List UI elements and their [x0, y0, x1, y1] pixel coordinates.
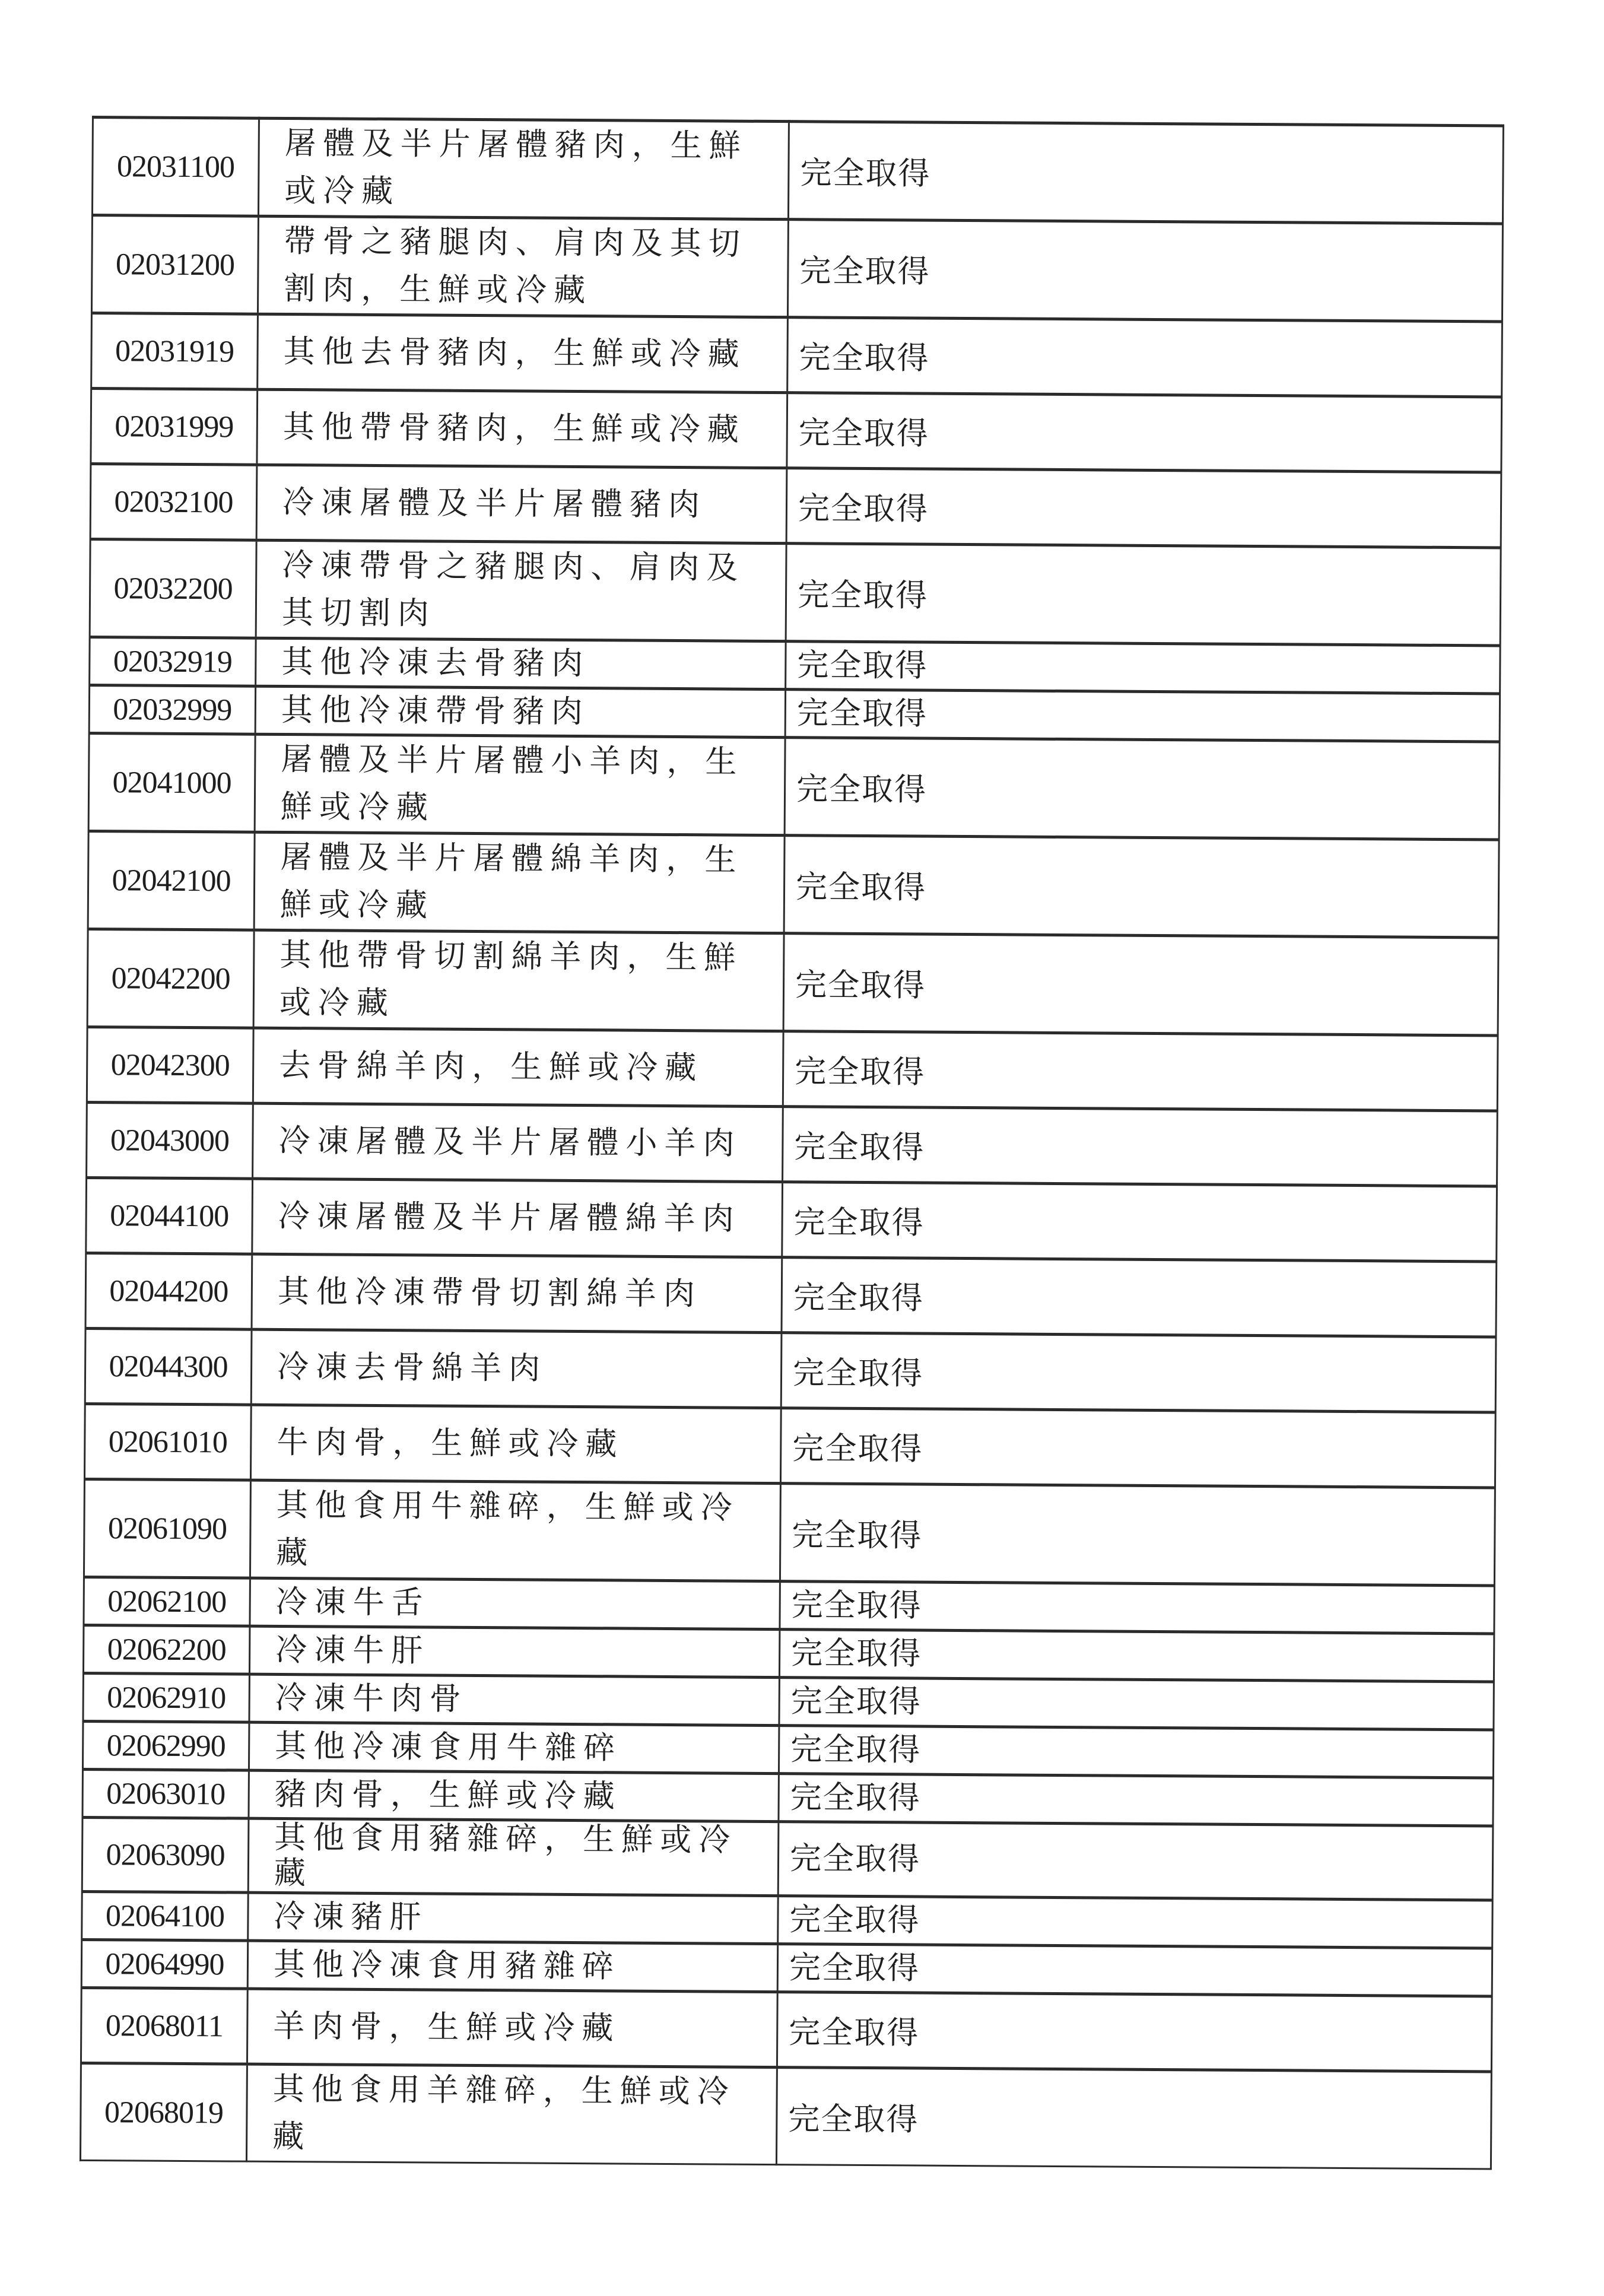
origin-status-cell: 完全取得 [783, 1107, 1498, 1186]
table-row [87, 929, 1498, 1036]
description-cell: 其他食用豬雜碎，生鮮或冷藏 [248, 1818, 779, 1895]
origin-status-cell: 完全取得 [780, 1408, 1495, 1488]
origin-status-cell: 完全取得 [776, 2068, 1491, 2169]
table-row [87, 1102, 1498, 1186]
description-cell: 其他冷凍帶骨豬肉 [255, 686, 785, 737]
origin-status-cell: 完全取得 [779, 1726, 1493, 1778]
table-row [81, 1939, 1492, 1996]
origin-status-cell: 完全取得 [787, 317, 1503, 397]
origin-status-cell: 完全取得 [785, 690, 1500, 742]
origin-status-cell: 完全取得 [786, 642, 1500, 694]
table-row [80, 2063, 1491, 2169]
hs-code-cell: 02061090 [84, 1479, 250, 1578]
hs-code-cell: 02061010 [84, 1403, 251, 1480]
origin-status-cell: 完全取得 [786, 468, 1501, 548]
table-row [84, 1577, 1494, 1634]
description-cell: 豬肉骨，生鮮或冷藏 [249, 1770, 779, 1821]
origin-status-cell: 完全取得 [777, 1992, 1492, 2072]
table-row [91, 389, 1502, 473]
table-row [89, 685, 1500, 742]
description-cell: 其他食用牛雜碎，生鮮或冷藏 [250, 1480, 780, 1581]
table-row [83, 1673, 1494, 1730]
hs-code-cell: 02044200 [85, 1253, 252, 1329]
origin-status-cell: 完全取得 [779, 1630, 1494, 1682]
origin-status-cell: 完全取得 [780, 1484, 1495, 1586]
origin-status-cell: 完全取得 [784, 738, 1500, 840]
origin-status-cell: 完全取得 [780, 1582, 1494, 1634]
hs-code-cell: 02068019 [80, 2063, 247, 2161]
table-row [91, 313, 1503, 398]
origin-status-cell: 完全取得 [778, 1822, 1493, 1900]
origin-status-cell: 完全取得 [778, 1896, 1492, 1948]
table-row [90, 463, 1501, 548]
table-row [92, 118, 1503, 224]
hs-code-cell: 02032100 [90, 463, 257, 540]
description-cell: 其他冷凍帶骨切割綿羊肉 [252, 1254, 782, 1332]
origin-status-cell: 完全取得 [779, 1678, 1494, 1730]
hs-code-cell: 02068011 [81, 1987, 247, 2064]
description-cell: 冷凍屠體及半片屠體小羊肉 [253, 1103, 783, 1182]
description-cell: 冷凍牛肉骨 [249, 1674, 779, 1725]
description-cell: 其他帶骨切割綿羊肉，生鮮或冷藏 [253, 930, 784, 1031]
description-cell: 冷凍牛舌 [250, 1578, 780, 1629]
description-cell: 屠體及半片屠體小羊肉，生鮮或冷藏 [255, 734, 785, 835]
description-cell: 冷凍屠體及半片屠體綿羊肉 [252, 1179, 783, 1257]
description-cell: 冷凍牛肝 [249, 1626, 779, 1677]
origin-status-cell: 完全取得 [781, 1333, 1496, 1412]
table-row [83, 1625, 1494, 1682]
table-row [85, 1328, 1496, 1412]
table-row [87, 1027, 1498, 1111]
hs-code-cell: 02031100 [92, 118, 259, 217]
description-cell: 其他去骨豬肉，生鮮或冷藏 [258, 314, 788, 392]
hs-code-cell: 02062910 [83, 1673, 249, 1722]
table-row [86, 1177, 1497, 1262]
origin-status-cell: 完全取得 [787, 393, 1502, 472]
hs-code-cell: 02062100 [84, 1577, 250, 1626]
tariff-table [80, 116, 1504, 2170]
hs-code-cell: 02042100 [88, 831, 255, 930]
description-cell: 冷凍帶骨之豬腿肉、肩肉及其切割肉 [256, 540, 786, 641]
hs-code-cell: 02032200 [90, 539, 256, 638]
description-cell: 羊肉骨，生鮮或冷藏 [247, 1989, 777, 2067]
table-row [90, 539, 1501, 646]
origin-status-cell: 完全取得 [777, 1944, 1492, 1996]
hs-code-cell: 02041000 [88, 733, 255, 832]
origin-status-cell: 完全取得 [783, 933, 1498, 1036]
table-body [80, 118, 1503, 2169]
hs-code-cell: 02031999 [91, 389, 258, 465]
hs-code-cell: 02062200 [83, 1625, 249, 1674]
hs-code-cell: 02031919 [91, 313, 258, 390]
origin-status-cell: 完全取得 [782, 1257, 1497, 1337]
origin-status-cell: 完全取得 [779, 1774, 1493, 1826]
origin-status-cell: 完全取得 [782, 1182, 1497, 1262]
hs-code-cell: 02044300 [85, 1328, 252, 1405]
table-row [90, 637, 1500, 694]
description-cell: 屠體及半片屠體綿羊肉，生鮮或冷藏 [254, 832, 784, 933]
description-cell: 冷凍豬肝 [248, 1892, 778, 1943]
hs-code-cell: 02064990 [81, 1939, 247, 1989]
description-cell: 去骨綿羊肉，生鮮或冷藏 [253, 1028, 783, 1106]
hs-code-cell: 02063010 [82, 1769, 249, 1818]
origin-status-cell: 完全取得 [788, 122, 1503, 224]
description-cell: 牛肉骨，生鮮或冷藏 [250, 1405, 781, 1483]
hs-code-cell: 02064100 [82, 1891, 248, 1941]
table-row [82, 1817, 1493, 1900]
table-row [84, 1479, 1495, 1586]
hs-code-cell: 02032919 [90, 637, 256, 686]
table-row [82, 1891, 1492, 1948]
description-cell: 屠體及半片屠體豬肉，生鮮或冷藏 [258, 118, 789, 219]
origin-status-cell: 完全取得 [784, 836, 1499, 938]
table-row [81, 1987, 1492, 2072]
hs-code-cell: 02042300 [87, 1027, 253, 1103]
hs-code-cell: 02042200 [87, 929, 254, 1028]
description-cell: 帶骨之豬腿肉、肩肉及其切割肉，生鮮或冷藏 [258, 216, 788, 317]
origin-status-cell: 完全取得 [787, 220, 1503, 322]
description-cell: 其他冷凍去骨豬肉 [256, 638, 786, 689]
hs-code-cell: 02031200 [91, 215, 258, 315]
table-row [91, 215, 1503, 322]
hs-code-cell: 02043000 [87, 1102, 253, 1179]
description-cell: 冷凍屠體及半片屠體豬肉 [256, 465, 787, 543]
hs-code-cell: 02063090 [82, 1817, 249, 1892]
description-cell: 其他冷凍食用豬雜碎 [247, 1941, 777, 1992]
origin-status-cell: 完全取得 [783, 1031, 1498, 1111]
table-row [85, 1253, 1497, 1337]
description-cell: 其他食用羊雜碎，生鮮或冷藏 [246, 2064, 777, 2164]
description-cell: 其他帶骨豬肉，生鮮或冷藏 [257, 389, 787, 468]
hs-code-cell: 02062990 [82, 1721, 249, 1770]
table-row [82, 1721, 1493, 1778]
origin-status-cell: 完全取得 [786, 544, 1501, 646]
description-cell: 冷凍去骨綿羊肉 [251, 1329, 782, 1408]
table-row [84, 1403, 1495, 1488]
table-row [88, 831, 1499, 938]
hs-code-cell: 02032999 [89, 685, 255, 734]
table-row [82, 1769, 1493, 1826]
table-row [88, 733, 1500, 840]
hs-code-cell: 02044100 [86, 1177, 253, 1254]
description-cell: 其他冷凍食用牛雜碎 [249, 1722, 779, 1773]
